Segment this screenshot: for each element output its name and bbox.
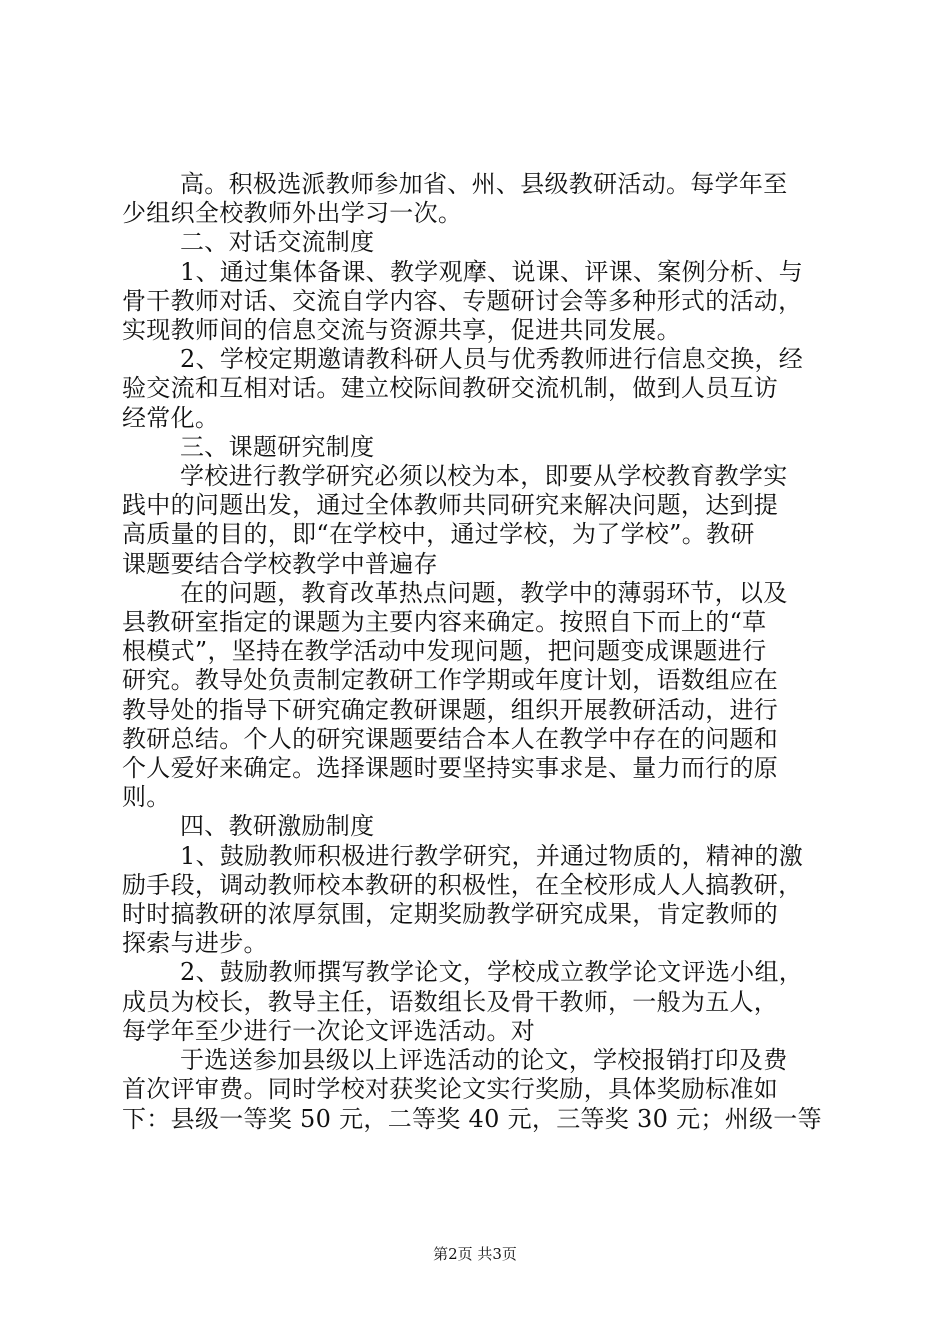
text-line: 成员为校长，教导主任，语数组长及骨干教师，一般为五人，: [122, 987, 779, 1016]
text-line: 励手段，调动教师校本教研的积极性，在全校形成人人搞教研，: [122, 870, 803, 899]
text-line: 课题要结合学校教学中普遍存: [122, 549, 438, 578]
text-line: 1、鼓励教师积极进行教学研究，并通过物质的，精神的激: [180, 841, 804, 870]
text-line: 践中的问题出发，通过全体教师共同研究来解决问题，达到提: [122, 491, 779, 520]
text-line: 2、鼓励教师撰写教学论文，学校成立教学论文评选小组，: [180, 958, 804, 987]
text-line: 1、通过集体备课、教学观摩、说课、评课、案例分析、与: [180, 257, 804, 286]
text-line: 每学年至少进行一次论文评选活动。对: [122, 1016, 536, 1045]
text-line: 根模式”，坚持在教学活动中发现问题，把问题变成课题进行: [122, 637, 767, 666]
text-line: 2、学校定期邀请教科研人员与优秀教师进行信息交换，经: [180, 345, 804, 374]
text-line: 少组织全校教师外出学习一次。: [122, 199, 463, 228]
text-line: 在的问题，教育改革热点问题，教学中的薄弱环节，以及: [180, 578, 788, 607]
text-line: 探索与进步。: [122, 929, 268, 958]
text-line: 首次评审费。同时学校对获奖论文实行奖励，具体奖励标准如: [122, 1075, 779, 1104]
text-line: 教研总结。个人的研究课题要结合本人在教学中存在的问题和: [122, 724, 779, 753]
text-line: 教导处的指导下研究确定教研课题，组织开展教研活动，进行: [122, 695, 779, 724]
text-line: 县教研室指定的课题为主要内容来确定。按照自下而上的“草: [122, 608, 767, 637]
text-line: 研究。教导处负责制定教研工作学期或年度计划，语数组应在: [122, 666, 779, 695]
text-line: 则。: [122, 783, 171, 812]
text-line: 高。积极选派教师参加省、州、县级教研活动。每学年至: [180, 170, 788, 198]
text-line: 于选送参加县级以上评选活动的论文，学校报销打印及费: [180, 1046, 788, 1075]
page-footer: 第2页 共3页: [433, 1245, 517, 1263]
paragraph-lines: [122, 170, 832, 1134]
text-line: 二、对话交流制度: [180, 228, 375, 257]
text-line: 实现教师间的信息交流与资源共享，促进共同发展。: [122, 316, 681, 345]
text-line: 经常化。: [122, 403, 220, 432]
text-line: 学校进行教学研究必须以校为本，即要从学校教育教学实: [180, 462, 788, 491]
text-line: 三、课题研究制度: [180, 432, 375, 461]
text-line: 四、教研激励制度: [180, 812, 375, 841]
text-line: 验交流和互相对话。建立校际间教研交流机制，做到人员互访: [122, 374, 779, 403]
text-line: 下：县级一等奖 50 元，二等奖 40 元，三等奖 30 元；州级一等: [122, 1104, 822, 1133]
text-line: 高质量的目的，即“在学校中，通过学校，为了学校”。教研: [122, 520, 755, 549]
document-body: [122, 170, 832, 1134]
text-line: 骨干教师对话、交流自学内容、专题研讨会等多种形式的活动，: [122, 286, 803, 315]
text-line: 时时搞教研的浓厚氛围，定期奖励教学研究成果，肯定教师的: [122, 900, 779, 929]
text-line: 个人爱好来确定。选择课题时要坚持实事求是、量力而行的原: [122, 754, 779, 783]
